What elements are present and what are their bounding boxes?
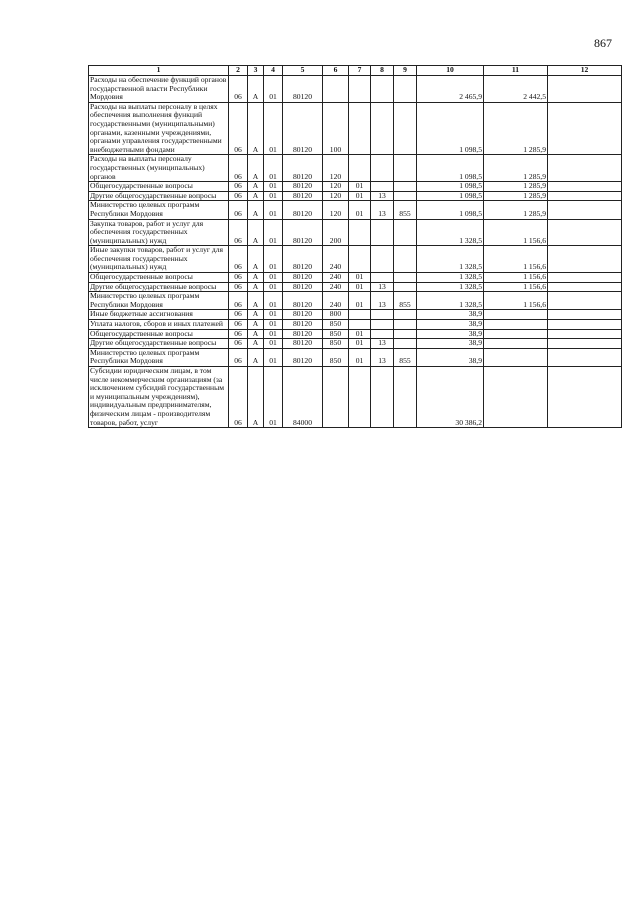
page-number: 867 [594,36,612,50]
column-header-8: 8 [371,66,394,76]
code-subsection-cell [371,310,394,320]
table-row [89,292,622,310]
code-subprogram-cell: 01 [264,348,283,366]
code-expense-type-cell: 850 [323,348,349,366]
amount-year-2-cell [484,339,548,349]
code-program-cell: A [248,310,264,320]
code-subsection-cell: 13 [371,191,394,201]
code-section-cell [349,102,371,155]
column-header-1: 1 [89,66,229,76]
code-subsection-cell [371,329,394,339]
code-ministry-cell [394,246,417,273]
amount-year-2-cell: 1 285,9 [484,102,548,155]
amount-year-1-cell: 38,9 [417,348,484,366]
amount-year-1-cell: 1 328,5 [417,282,484,292]
amount-year-1-cell: 1 328,5 [417,292,484,310]
column-header-11: 11 [484,66,548,76]
item-name-cell: Другие общегосударственные вопросы [89,339,229,349]
table-row [89,310,622,320]
code-expense-type-cell: 240 [323,282,349,292]
code-ministry-cell [394,102,417,155]
item-name-cell: Уплата налогов, сборов и иных платежей [89,320,229,330]
item-name-cell: Закупка товаров, работ и услуг для обеспечения государственных (муниципальных) нужд [89,219,229,246]
code-subsection-cell [371,182,394,192]
table-row [89,155,622,182]
code-ministry-cell [394,155,417,182]
amount-year-2-cell [484,329,548,339]
table-row [89,273,622,283]
code-expense-type-cell: 120 [323,155,349,182]
amount-year-3-cell [548,367,622,428]
code-program-cell: A [248,219,264,246]
item-name-cell: Общегосударственные вопросы [89,182,229,192]
item-name-cell: Министерство целевых программ Республики Мордовия [89,201,229,219]
code-admin-cell: 06 [229,246,248,273]
code-subprogram-cell: 01 [264,320,283,330]
table-row [89,329,622,339]
code-direction-cell: 80120 [283,273,323,283]
code-subprogram-cell: 01 [264,367,283,428]
code-ministry-cell [394,273,417,283]
code-section-cell [349,320,371,330]
code-expense-type-cell [323,367,349,428]
code-subprogram-cell: 01 [264,339,283,349]
amount-year-1-cell: 1 328,5 [417,219,484,246]
table-row [89,339,622,349]
code-direction-cell: 80120 [283,201,323,219]
code-section-cell [349,367,371,428]
code-subsection-cell [371,246,394,273]
code-direction-cell: 80120 [283,320,323,330]
amount-year-1-cell: 1 098,5 [417,191,484,201]
code-admin-cell: 06 [229,282,248,292]
amount-year-2-cell: 1 156,6 [484,282,548,292]
amount-year-3-cell [548,182,622,192]
item-name-cell: Общегосударственные вопросы [89,329,229,339]
table-row [89,201,622,219]
code-program-cell: A [248,292,264,310]
amount-year-3-cell [548,320,622,330]
code-section-cell [349,310,371,320]
amount-year-1-cell: 38,9 [417,320,484,330]
amount-year-2-cell: 1 285,9 [484,182,548,192]
code-expense-type-cell: 850 [323,329,349,339]
code-program-cell: A [248,348,264,366]
amount-year-1-cell: 1 328,5 [417,246,484,273]
code-subprogram-cell: 01 [264,292,283,310]
code-expense-type-cell: 850 [323,320,349,330]
table-row [89,76,622,103]
code-direction-cell: 80120 [283,282,323,292]
code-expense-type-cell: 200 [323,219,349,246]
item-name-cell: Иные закупки товаров, работ и услуг для обеспечения государственных (муниципальных) нужд [89,246,229,273]
code-admin-cell: 06 [229,329,248,339]
code-admin-cell: 06 [229,273,248,283]
code-subprogram-cell: 01 [264,246,283,273]
code-subprogram-cell: 01 [264,182,283,192]
code-expense-type-cell: 240 [323,292,349,310]
code-section-cell: 01 [349,191,371,201]
code-section-cell: 01 [349,282,371,292]
code-program-cell: A [248,182,264,192]
code-program-cell: A [248,191,264,201]
code-program-cell: A [248,76,264,103]
code-admin-cell: 06 [229,219,248,246]
code-admin-cell: 06 [229,182,248,192]
code-ministry-cell: 855 [394,348,417,366]
code-expense-type-cell: 120 [323,201,349,219]
code-subprogram-cell: 01 [264,310,283,320]
amount-year-2-cell: 1 156,6 [484,273,548,283]
amount-year-2-cell: 1 285,9 [484,155,548,182]
amount-year-2-cell: 1 156,6 [484,246,548,273]
table-row [89,219,622,246]
code-subprogram-cell: 01 [264,329,283,339]
amount-year-1-cell: 38,9 [417,310,484,320]
code-admin-cell: 06 [229,310,248,320]
code-subsection-cell [371,219,394,246]
code-admin-cell: 06 [229,191,248,201]
code-subsection-cell: 13 [371,348,394,366]
code-section-cell: 01 [349,182,371,192]
amount-year-1-cell: 1 098,5 [417,102,484,155]
amount-year-3-cell [548,201,622,219]
item-name-cell: Расходы на обеспечение функций органов государственной власти Республики Мордовия [89,76,229,103]
code-ministry-cell [394,182,417,192]
amount-year-1-cell: 1 328,5 [417,273,484,283]
item-name-cell: Субсидии юридическим лицам, в том числе некоммерческим организациям (за исключением субсидий государственным и муниципальным учреждениям), индивидуальным предпринимателям, физическим лицам - производителям товаров, работ, услуг [89,367,229,428]
amount-year-2-cell: 1 156,6 [484,219,548,246]
item-name-cell: Иные бюджетные ассигнования [89,310,229,320]
table-row [89,191,622,201]
code-admin-cell: 06 [229,102,248,155]
code-subsection-cell [371,102,394,155]
table-row [89,246,622,273]
column-header-10: 10 [417,66,484,76]
code-direction-cell: 84000 [283,367,323,428]
code-admin-cell: 06 [229,201,248,219]
code-subprogram-cell: 01 [264,155,283,182]
code-program-cell: A [248,246,264,273]
code-subprogram-cell: 01 [264,102,283,155]
code-subprogram-cell: 01 [264,219,283,246]
code-section-cell: 01 [349,348,371,366]
amount-year-3-cell [548,282,622,292]
amount-year-3-cell [548,191,622,201]
budget-table [88,65,622,428]
amount-year-2-cell: 2 442,5 [484,76,548,103]
code-admin-cell: 06 [229,348,248,366]
code-program-cell: A [248,282,264,292]
code-admin-cell: 06 [229,155,248,182]
code-subsection-cell [371,155,394,182]
amount-year-3-cell [548,76,622,103]
code-section-cell [349,76,371,103]
column-header-12: 12 [548,66,622,76]
code-subsection-cell [371,367,394,428]
amount-year-2-cell: 1 285,9 [484,191,548,201]
column-header-7: 7 [349,66,371,76]
table-row [89,367,622,428]
code-ministry-cell [394,339,417,349]
code-expense-type-cell: 100 [323,102,349,155]
item-name-cell: Общегосударственные вопросы [89,273,229,283]
code-direction-cell: 80120 [283,348,323,366]
table-row [89,182,622,192]
code-program-cell: A [248,320,264,330]
column-header-4: 4 [264,66,283,76]
column-header-3: 3 [248,66,264,76]
header-row [89,66,622,76]
code-subsection-cell: 13 [371,292,394,310]
code-direction-cell: 80120 [283,292,323,310]
code-direction-cell: 80120 [283,76,323,103]
item-name-cell: Другие общегосударственные вопросы [89,282,229,292]
code-admin-cell: 06 [229,320,248,330]
code-section-cell: 01 [349,339,371,349]
amount-year-1-cell: 30 386,2 [417,367,484,428]
code-expense-type-cell: 240 [323,246,349,273]
amount-year-2-cell [484,320,548,330]
code-direction-cell: 80120 [283,246,323,273]
amount-year-1-cell: 38,9 [417,339,484,349]
code-ministry-cell [394,282,417,292]
amount-year-2-cell [484,367,548,428]
code-ministry-cell [394,320,417,330]
code-direction-cell: 80120 [283,182,323,192]
code-subsection-cell: 13 [371,339,394,349]
code-direction-cell: 80120 [283,339,323,349]
code-subsection-cell: 13 [371,201,394,219]
column-header-2: 2 [229,66,248,76]
code-subprogram-cell: 01 [264,201,283,219]
item-name-cell: Министерство целевых программ Республики Мордовия [89,292,229,310]
code-admin-cell: 06 [229,339,248,349]
code-subprogram-cell: 01 [264,191,283,201]
code-program-cell: A [248,329,264,339]
code-direction-cell: 80120 [283,219,323,246]
amount-year-3-cell [548,310,622,320]
code-ministry-cell: 855 [394,201,417,219]
code-expense-type-cell [323,76,349,103]
amount-year-1-cell: 1 098,5 [417,155,484,182]
amount-year-3-cell [548,292,622,310]
code-subprogram-cell: 01 [264,76,283,103]
amount-year-3-cell [548,219,622,246]
amount-year-2-cell: 1 285,9 [484,201,548,219]
code-expense-type-cell: 800 [323,310,349,320]
code-program-cell: A [248,339,264,349]
code-ministry-cell [394,367,417,428]
code-ministry-cell [394,219,417,246]
code-ministry-cell [394,329,417,339]
column-header-9: 9 [394,66,417,76]
code-program-cell: A [248,155,264,182]
code-direction-cell: 80120 [283,310,323,320]
code-subsection-cell [371,76,394,103]
code-admin-cell: 06 [229,367,248,428]
item-name-cell: Расходы на выплаты персоналу государственных (муниципальных) органов [89,155,229,182]
code-section-cell: 01 [349,201,371,219]
code-section-cell [349,155,371,182]
code-program-cell: A [248,367,264,428]
code-expense-type-cell: 120 [323,182,349,192]
amount-year-2-cell [484,348,548,366]
code-section-cell: 01 [349,273,371,283]
code-section-cell: 01 [349,329,371,339]
code-direction-cell: 80120 [283,155,323,182]
amount-year-3-cell [548,155,622,182]
amount-year-2-cell [484,310,548,320]
code-program-cell: A [248,273,264,283]
amount-year-3-cell [548,102,622,155]
code-subprogram-cell: 01 [264,273,283,283]
code-section-cell [349,246,371,273]
amount-year-3-cell [548,339,622,349]
code-direction-cell: 80120 [283,191,323,201]
amount-year-3-cell [548,329,622,339]
code-subprogram-cell: 01 [264,282,283,292]
code-ministry-cell [394,76,417,103]
item-name-cell: Министерство целевых программ Республики Мордовия [89,348,229,366]
column-header-5: 5 [283,66,323,76]
code-ministry-cell [394,191,417,201]
code-expense-type-cell: 240 [323,273,349,283]
table-row [89,348,622,366]
code-direction-cell: 80120 [283,329,323,339]
item-name-cell: Другие общегосударственные вопросы [89,191,229,201]
amount-year-3-cell [548,273,622,283]
code-expense-type-cell: 850 [323,339,349,349]
amount-year-2-cell: 1 156,6 [484,292,548,310]
code-ministry-cell: 855 [394,292,417,310]
item-name-cell: Расходы на выплаты персоналу в целях обеспечения выполнения функций государственными (муниципальными) органами, казенными учреждениями, органами управления государственными внебюджетными фондами [89,102,229,155]
code-subsection-cell [371,320,394,330]
code-direction-cell: 80120 [283,102,323,155]
table-row [89,282,622,292]
amount-year-3-cell [548,348,622,366]
column-header-6: 6 [323,66,349,76]
code-ministry-cell [394,310,417,320]
code-program-cell: A [248,102,264,155]
table-row [89,320,622,330]
amount-year-3-cell [548,246,622,273]
table-row [89,102,622,155]
amount-year-1-cell: 1 098,5 [417,201,484,219]
code-admin-cell: 06 [229,76,248,103]
code-admin-cell: 06 [229,292,248,310]
amount-year-1-cell: 2 465,9 [417,76,484,103]
code-subsection-cell [371,273,394,283]
amount-year-1-cell: 1 098,5 [417,182,484,192]
code-program-cell: A [248,201,264,219]
table-body [89,76,622,428]
code-section-cell: 01 [349,292,371,310]
code-subsection-cell: 13 [371,282,394,292]
amount-year-1-cell: 38,9 [417,329,484,339]
code-section-cell [349,219,371,246]
code-expense-type-cell: 120 [323,191,349,201]
